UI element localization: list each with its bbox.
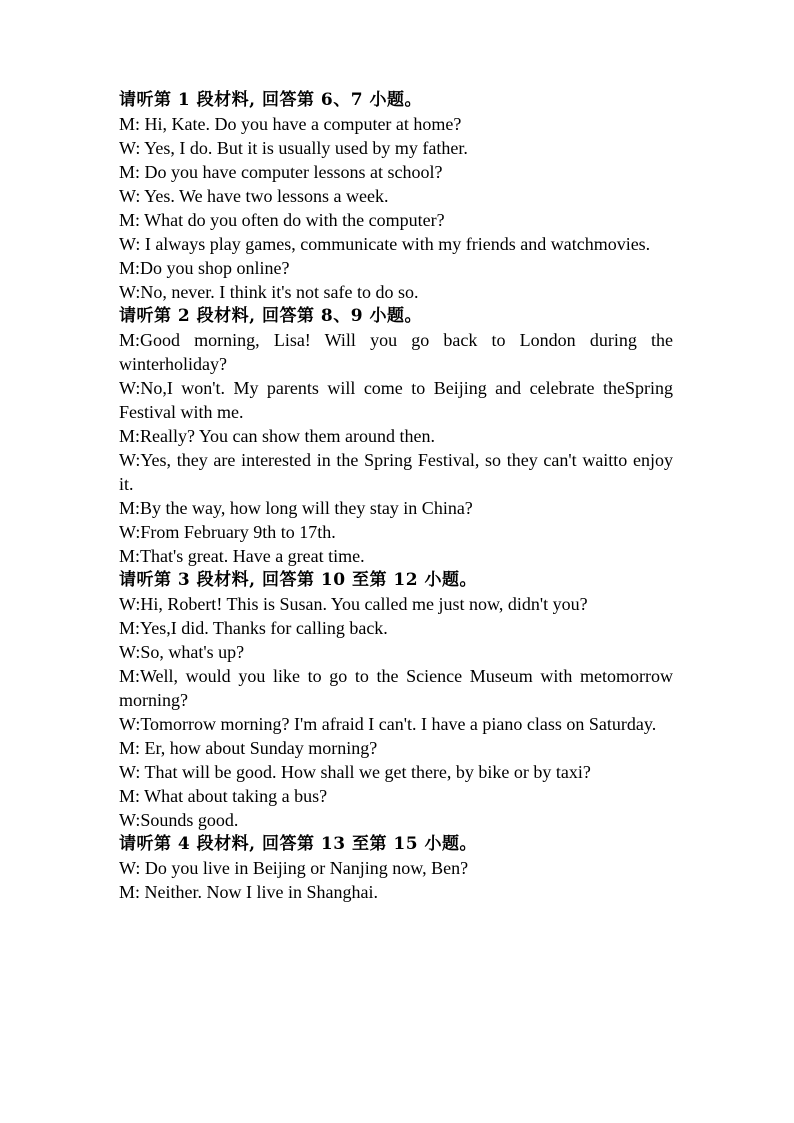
dialogue-line: M:That's great. Have a great time.: [119, 546, 365, 566]
dialogue-line: M:Good morning, Lisa! Will you go back to London during the winterholiday?: [119, 330, 673, 374]
dialogue-line: W: I always play games, communicate with my friends and watchmovies.: [119, 234, 651, 254]
dialogue-line: W: Do you live in Beijing or Nanjing now, Ben?: [119, 858, 469, 878]
dialogue-line: M:Well, would you like to go to the Science Museum with metomorrow morning?: [119, 666, 673, 710]
listening-script: [119, 88, 673, 904]
dialogue-line: W:Sounds good.: [119, 810, 239, 830]
section-heading: 请听第 4 段材料, 回答第 13 至第 15 小题。: [119, 834, 477, 854]
section-heading: 请听第 2 段材料, 回答第 8、9 小题。: [119, 306, 422, 326]
dialogue-line: W:Hi, Robert! This is Susan. You called me just now, didn't you?: [119, 594, 588, 614]
dialogue-line: W: Yes, I do. But it is usually used by my father.: [119, 138, 468, 158]
dialogue-line: M: What about taking a bus?: [119, 786, 328, 806]
dialogue-line: M:Yes,I did. Thanks for calling back.: [119, 618, 388, 638]
dialogue-line: W:No,I won't. My parents will come to Beijing and celebrate theSpring Festival with me.: [119, 378, 673, 422]
dialogue-line: W:No, never. I think it's not safe to do so.: [119, 282, 419, 302]
dialogue-line: W:Yes, they are interested in the Spring Festival, so they can't waitto enjoy it.: [119, 450, 673, 494]
dialogue-line: W:From February 9th to 17th.: [119, 522, 336, 542]
dialogue-line: M: Hi, Kate. Do you have a computer at home?: [119, 114, 462, 134]
dialogue-line: M:Do you shop online?: [119, 258, 290, 278]
section-heading: 请听第 1 段材料, 回答第 6、7 小题。: [119, 90, 422, 110]
dialogue-line: M: Neither. Now I live in Shanghai.: [119, 882, 378, 902]
dialogue-line: M:Really? You can show them around then.: [119, 426, 435, 446]
dialogue-line: M:By the way, how long will they stay in China?: [119, 498, 473, 518]
dialogue-line: W: Yes. We have two lessons a week.: [119, 186, 389, 206]
dialogue-line: M: Do you have computer lessons at school?: [119, 162, 443, 182]
dialogue-line: W: That will be good. How shall we get there, by bike or by taxi?: [119, 762, 591, 782]
dialogue-line: M: Er, how about Sunday morning?: [119, 738, 378, 758]
dialogue-line: M: What do you often do with the computer?: [119, 210, 445, 230]
dialogue-line: W:So, what's up?: [119, 642, 245, 662]
dialogue-line: W:Tomorrow morning? I'm afraid I can't. I have a piano class on Saturday.: [119, 714, 657, 734]
section-heading: 请听第 3 段材料, 回答第 10 至第 12 小题。: [119, 570, 477, 590]
